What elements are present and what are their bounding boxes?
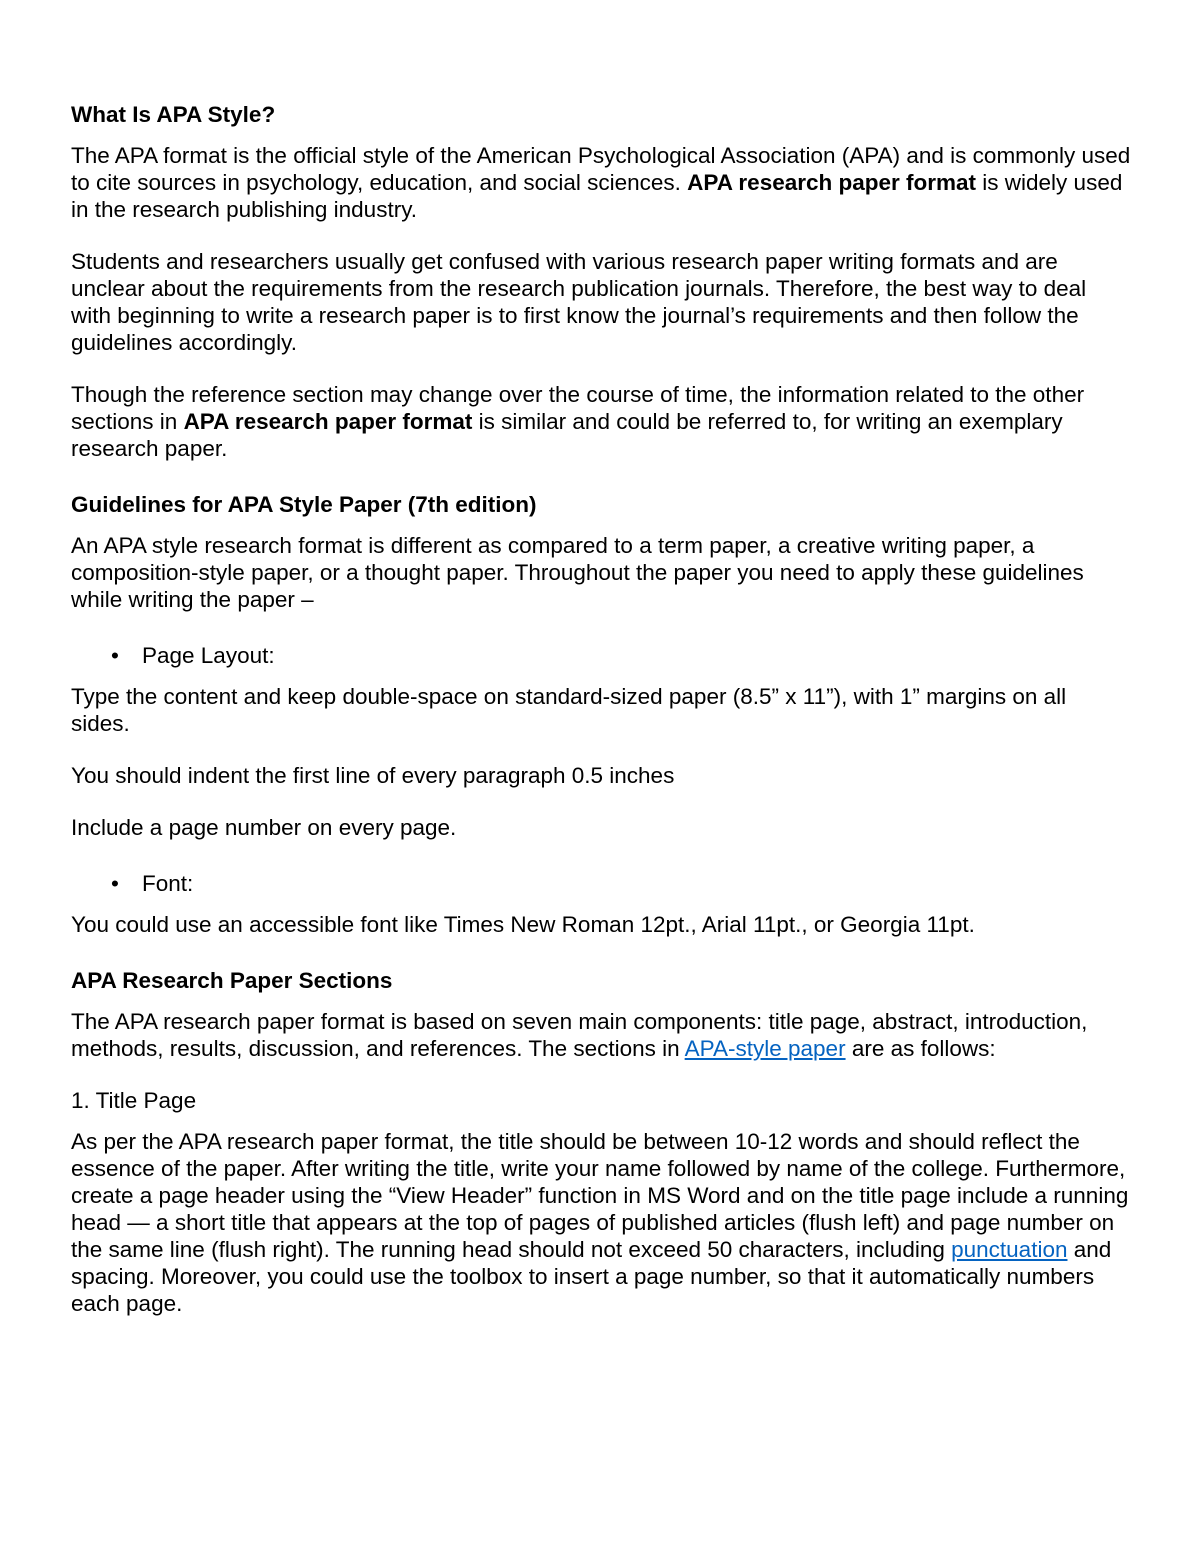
- document-body: [71, 101, 1131, 1317]
- paragraph-font: You could use an accessible font like Times New Roman 12pt., Arial 11pt., or Georgia 11pt.: [71, 912, 975, 937]
- heading-paper-sections: APA Research Paper Sections: [71, 968, 393, 993]
- bullet-icon: •: [111, 871, 119, 896]
- paragraph-reference-section: [71, 381, 1131, 462]
- paragraph-title-page: [71, 1128, 1131, 1317]
- text-run: The APA research paper format is based on seven main components: title page, abstract, introduction, methods, results, discussion, and references. The sections in: [71, 1009, 1088, 1061]
- heading-guidelines: Guidelines for APA Style Paper (7th edition): [71, 492, 537, 517]
- text-run: is similar and could be referred to, for writing an exemplary research paper.: [71, 409, 1063, 461]
- bullet-label: Page Layout:: [142, 643, 275, 668]
- paragraph-indent: You should indent the first line of every paragraph 0.5 inches: [71, 763, 675, 788]
- bullet-icon: •: [111, 643, 119, 668]
- heading-what-is-apa: What Is APA Style?: [71, 102, 276, 127]
- text-run: are as follows:: [845, 1036, 996, 1061]
- paragraph-sections-intro: [71, 1008, 1131, 1062]
- bold-term: APA research paper format: [183, 409, 473, 434]
- link-apa-style-paper[interactable]: APA-style paper: [684, 1036, 846, 1061]
- text-run: Though the reference section may change over the course of time, the information related to the other sections in: [71, 382, 1085, 434]
- bold-term: APA research paper format: [687, 170, 977, 195]
- bullet-label: Font:: [142, 871, 194, 896]
- text-run: is widely used in the research publishing industry.: [71, 170, 1123, 222]
- bullet-item-font: [71, 870, 1131, 897]
- link-punctuation[interactable]: punctuation: [951, 1237, 1068, 1262]
- bullet-item-page-layout: [71, 642, 1131, 669]
- subheading-title-page: 1. Title Page: [71, 1088, 197, 1113]
- paragraph-double-space: Type the content and keep double-space on standard-sized paper (8.5” x 11”), with 1” margins on all sides.: [71, 684, 1067, 736]
- text-run: and spacing. Moreover, you could use the toolbox to insert a page number, so that it automatically numbers each page.: [71, 1237, 1112, 1316]
- paragraph-guidelines-intro: An APA style research format is different as compared to a term paper, a creative writing paper, a composition-style paper, or a thought paper. Throughout the paper you need to apply these guidelines while writing the paper –: [71, 533, 1084, 612]
- text-run: The APA format is the official style of the American Psychological Association (APA) and is commonly used to cite sources in psychology, education, and social sciences.: [71, 143, 1131, 195]
- text-run: As per the APA research paper format, the title should be between 10-12 words and should reflect the essence of the paper. After writing the title, write your name followed by name of the college. Furthermore, create a page header using the “View Header” function in MS Word and on the title page include a running head — a short title that appears at the top of pages of published articles (flush left) and page number on the same line (flush right). The running head should not exceed 50 characters, including: [71, 1129, 1129, 1262]
- paragraph-page-number: Include a page number on every page.: [71, 815, 457, 840]
- paragraph-students-confusion: Students and researchers usually get confused with various research paper writing formats and are unclear about the requirements from the research publication journals. Therefore, the best way to deal with beginning to write a research paper is to first know the journal’s requirements and then follow the guidelines accordingly.: [71, 249, 1087, 355]
- paragraph-apa-intro: [71, 142, 1131, 223]
